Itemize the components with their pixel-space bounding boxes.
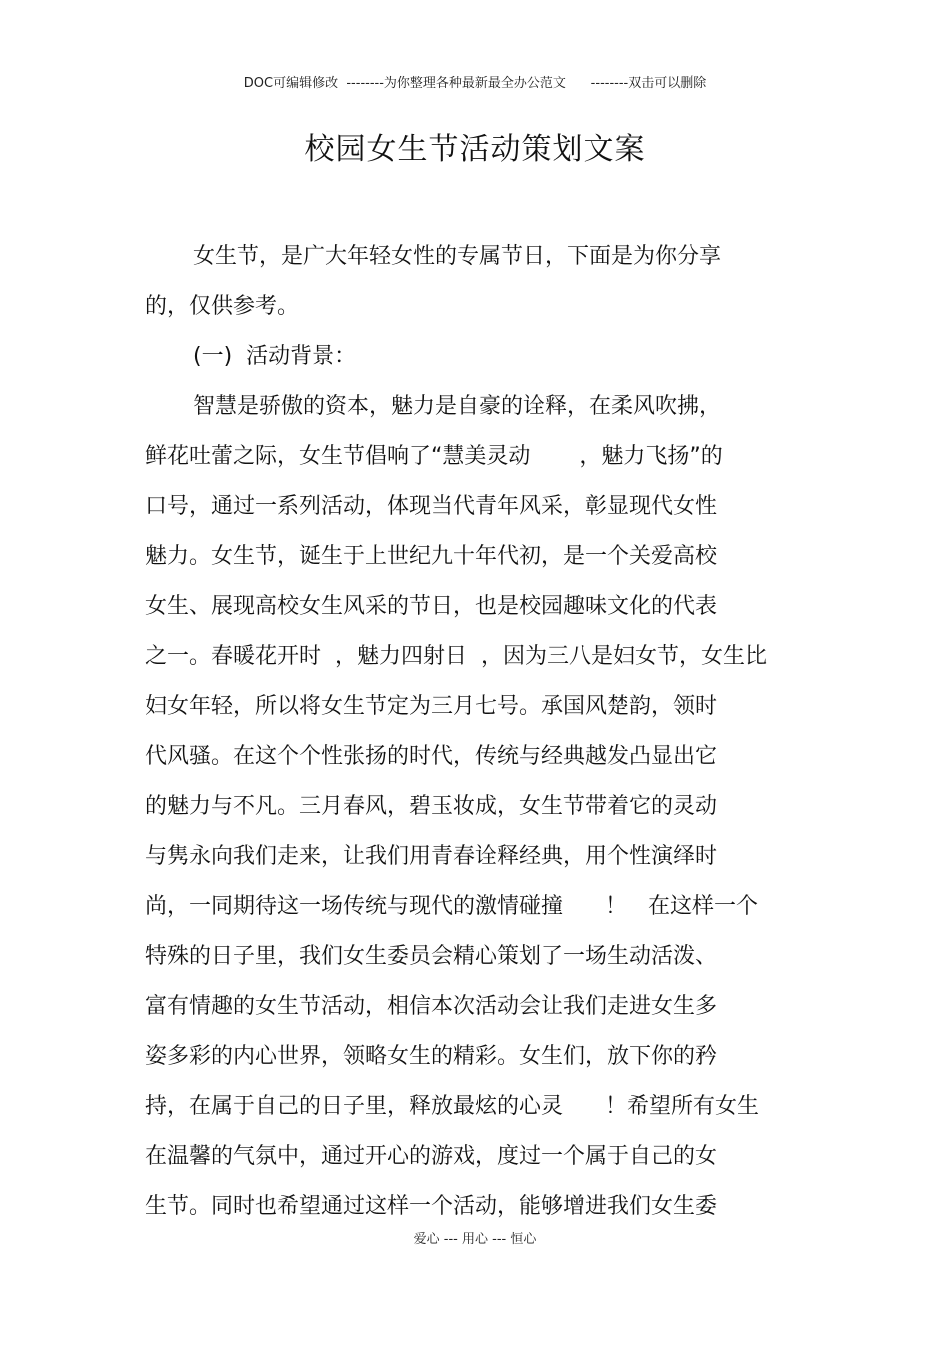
document-title: 校园女生节活动策划文案 xyxy=(304,132,646,167)
body-line: 持，在属于自己的日子里，释放最炫的心灵 ！希望所有女生 xyxy=(145,1094,759,1119)
body-line: 之一。春暖花开时 ，魅力四射日 ，因为三八是妇女节，女生比 xyxy=(145,644,767,669)
body-line: 魅力。女生节，诞生于上世纪九十年代初，是一个关爱高校 xyxy=(145,544,718,569)
body-line: 生节。同时也希望通过这样一个活动，能够增进我们女生委 xyxy=(145,1194,718,1219)
page-footer: 爱心 --- 用心 --- 恒心 xyxy=(413,1232,537,1247)
body-line: 与隽永向我们走来，让我们用青春诠释经典，用个性演绎时 xyxy=(145,844,718,869)
body-line: 特殊的日子里，我们女生委员会精心策划了一场生动活泼、 xyxy=(145,944,718,969)
body-line: 代风骚。在这个个性张扬的时代，传统与经典越发凸显出它 xyxy=(145,744,718,769)
body-line: 姿多彩的内心世界，领略女生的精彩。女生们，放下你的矜 xyxy=(145,1044,718,1069)
page-header: DOC可编辑修改 --------为你整理各种最新最全办公范文 --------双击可以删除 xyxy=(243,76,707,91)
body-line: 尚，一同期待这一场传统与现代的激情碰撞 ！ 在这样一个 xyxy=(145,894,758,919)
body-line: 的，仅供参考。 xyxy=(145,294,300,319)
body-line: 的魅力与不凡。三月春风，碧玉妆成，女生节带着它的灵动 xyxy=(145,794,718,819)
body-line: 智慧是骄傲的资本，魅力是自豪的诠释，在柔风吹拂， xyxy=(193,394,722,419)
body-line: 富有情趣的女生节活动，相信本次活动会让我们走进女生多 xyxy=(145,994,718,1019)
body-line: 鲜花吐蕾之际，女生节倡响了“慧美灵动 ，魅力飞扬”的 xyxy=(145,444,723,469)
body-line: 在温馨的气氛中，通过开心的游戏，度过一个属于自己的女 xyxy=(145,1144,718,1169)
body-line: 女生、展现高校女生风采的节日，也是校园趣味文化的代表 xyxy=(145,594,718,619)
body-line: 妇女年轻，所以将女生节定为三月七号。承国风楚韵，领时 xyxy=(145,694,718,719)
body-line: 口号，通过一系列活动，体现当代青年风采，彰显现代女性 xyxy=(145,494,718,519)
section-heading: (一) 活动背景： xyxy=(193,344,357,369)
body-line: 女生节，是广大年轻女性的专属节日，下面是为你分享 xyxy=(193,244,722,269)
